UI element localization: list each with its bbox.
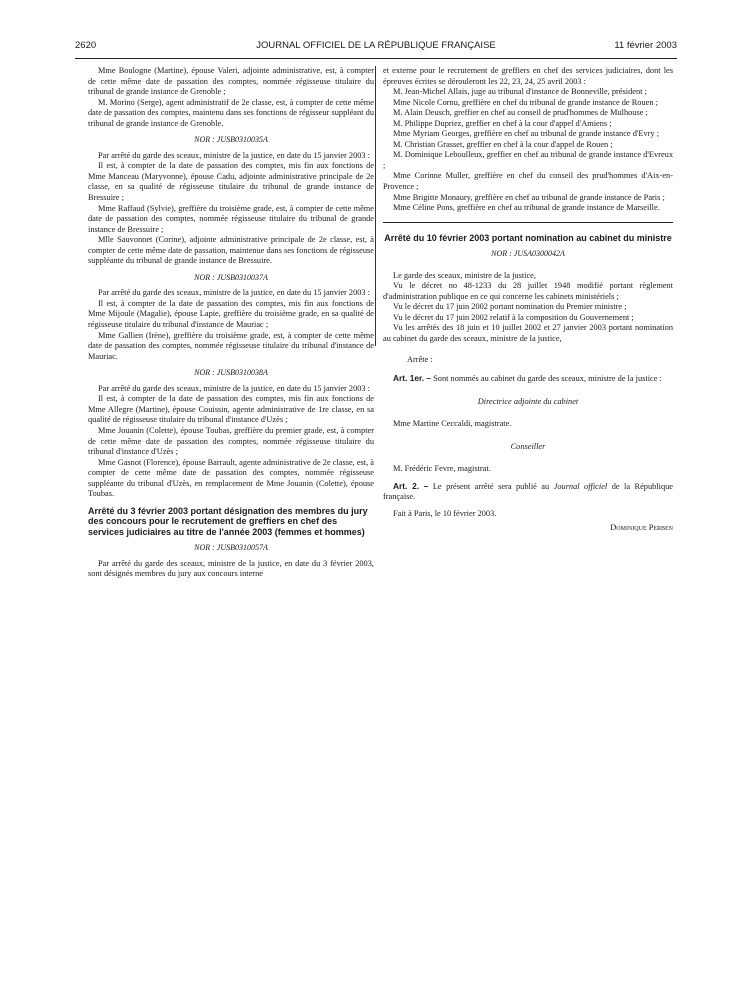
section-rule [383, 222, 673, 223]
issue-date: 11 février 2003 [614, 40, 677, 51]
role-heading: Conseiller [510, 441, 546, 451]
role-heading: Directrice adjointe du cabinet [477, 396, 579, 406]
jury-member: Mme Corinne Muller, greffière en chef du conseil des prud'hommes d'Aix-en-Provence ; [383, 171, 673, 192]
paragraph: Par arrêté du garde des sceaux, ministre de la justice, en date du 15 janvier 2003 : [98, 150, 371, 160]
visa: Vu le décret no 48-1233 du 28 juillet 1948 modifié portant règlement d'administration publique en ce qui concerne les cabinets ministériels ; [383, 281, 673, 301]
arrete-title: Arrêté du 3 février 2003 portant désignation des membres du jury des concours pour le recrutement de greffiers en chef des services judiciaires au titre de l'année 2003 (femmes et hommes) [88, 505, 368, 537]
paragraph: Par arrêté du garde des sceaux, ministre de la justice, en date du 15 janvier 2003 : [98, 383, 371, 393]
paragraph: Par arrêté du garde des sceaux, ministre de la justice, en date du 15 janvier 2003 : [98, 288, 371, 298]
page-number: 2620 [75, 40, 97, 51]
arrete-title: Arrêté du 10 février 2003 portant nomination au cabinet du ministre [384, 232, 672, 243]
left-column [88, 66, 374, 580]
jury-member: Mme Céline Pons, greffière en chef au tribunal de grande instance de Marseille. [393, 203, 660, 213]
right-column [383, 66, 673, 534]
jury-member: M. Jean-Michel Allais, juge au tribunal d'instance de Bonneville, président ; [393, 87, 647, 97]
paragraph: Mme Boulogne (Martine), épouse Valeri, adjointe administrative, est, à compter de cette même date de passation des comptes, nommée régisseuse titulaire du tribunal de grande instance de Grenoble ; [88, 66, 374, 97]
paragraph: Mme Gallien (Irène), greffière du troisième grade, est, à compter de cette même date de passation des comptes, nommée régisseuse titulaire du tribunal d'instance de Mauriac. [88, 330, 374, 361]
jury-member: M. Philippe Dupriez, greffier en chef à la cour d'appel d'Amiens ; [393, 118, 612, 128]
nor-reference: NOR : JUSA0300042A [491, 249, 565, 259]
paragraph: Par arrêté du garde des sceaux, ministre de la justice, en date du 3 février 2003, sont désignés membres du jury aux concours interne [88, 558, 374, 579]
paragraph: Mme Jouanin (Colette), épouse Toubas, greffière du premier grade, est, à compter de cette même date de passation des comptes, nommée régisseuse titulaire du tribunal d'instance d'Uzès ; [88, 425, 374, 457]
jury-member: Mme Myriam Georges, greffière en chef au tribunal de grande instance d'Evry ; [393, 129, 660, 139]
paragraph: Mlle Sauvonnet (Corine), adjointe administrative principale de 2e classe, est, à compter de cette même date de passation, maintenue dans ses fonctions de régisseuse suppléante du tribunal de grande instance de Bressuire. [88, 235, 374, 266]
journal-title: JOURNAL OFFICIEL DE LA RÉPUBLIQUE FRANÇAISE [256, 40, 496, 51]
paragraph: M. Morino (Serge), agent administratif de 2e classe, est, à compter de cette même date de passation des comptes, maintenu dans ses fonctions de régisseur suppléant du tribunal de grande instance de Grenoble. [88, 97, 374, 128]
column-divider [375, 66, 376, 346]
jury-member: Mme Brigitte Monaury, greffière en chef au tribunal de grande instance de Paris ; [393, 192, 665, 202]
page-header [75, 40, 677, 54]
nor-reference: NOR : JUSB0310035A [194, 135, 268, 145]
article-1: Art. 1er. – Sont nommés au cabinet du garde des sceaux, ministre de la justice : [393, 373, 662, 384]
paragraph: Il est, à compter de la date de passation des comptes, mis fin aux fonctions de Mme Mijoule (Magalie), épouse Lapie, greffière du troisième grade, en sa qualité de régisseuse titulaire du tribunal d'instance de Mauriac ; [88, 298, 374, 330]
jury-member: M. Dominique Leboulleux, greffier en chef au tribunal de grande instance d'Evreux ; [383, 150, 673, 170]
jury-member: M. Alain Deusch, greffier en chef au conseil de prud'hommes de Mulhouse ; [393, 108, 648, 118]
nor-reference: NOR : JUSB0310057A [194, 543, 268, 553]
nor-reference: NOR : JUSB0310037A [194, 272, 268, 282]
visa: Vu les arrêtés des 18 juin et 10 juillet 2002 et 27 janvier 2003 portant nomination au cabinet du garde des sceaux, ministre de la justice, [383, 323, 673, 343]
jury-member: Mme Nicole Cornu, greffière en chef du tribunal de grande instance de Rouen ; [393, 97, 658, 107]
arrete-label: Arrête : [407, 354, 433, 364]
visa: Vu le décret du 17 juin 2002 portant nomination du Premier ministre ; [393, 302, 627, 312]
paragraph: Le garde des sceaux, ministre de la justice, [393, 270, 536, 280]
paragraph: Il est, à compter de la date de passation des comptes, mis fin aux fonctions de Mme Manceau (Maryvonne), épouse Cadu, adjointe administrative principale de 2e classe, en sa qualité de régisseuse titulaire du tribunal de grande instance de Bressuire ; [88, 161, 374, 203]
nor-reference: NOR : JUSB0310038A [194, 368, 268, 378]
paragraph: Mme Gasnot (Florence), épouse Barrault, agente administrative de 2e classe, est, à compter de cette même date de passation des comptes, nommée régisseuse suppléante du tribunal d'Uzès, en remplacement de Mme Jouanin (Colette), épouse Toubas. [88, 457, 374, 499]
appointee: M. Frédéric Fevre, magistrat. [393, 464, 491, 474]
signature: Dominique Perben [610, 523, 673, 533]
paragraph: Il est, à compter de la date de passation des comptes, mis fin aux fonctions de Mme Allegre (Martine), épouse Couissin, agente administrative de 1re classe, en sa qualité de régisseuse titulaire du tribunal d'instance d'Uzès ; [88, 394, 374, 425]
jury-member: M. Christian Grasset, greffier en chef à la cour d'appel de Rouen ; [393, 139, 613, 149]
header-rule [75, 58, 677, 59]
appointee: Mme Martine Ceccaldi, magistrate. [393, 419, 512, 429]
paragraph: et externe pour le recrutement de greffiers en chef des services judiciaires, dont les épreuves écrites se dérouleront les 22, 23, 24, 25 avril 2003 : [383, 66, 673, 86]
paragraph: Mme Raffaud (Sylvie), greffière du troisième grade, est, à compter de cette même date de passation des comptes, nommée régisseuse titulaire du tribunal de grande instance de Bressuire ; [88, 203, 374, 234]
article-2: Art. 2. – Le présent arrêté sera publié au Journal officiel de la République française. [383, 480, 673, 502]
visa: Vu le décret du 17 juin 2002 relatif à la composition du Gouvernement ; [393, 312, 634, 322]
place-date: Fait à Paris, le 10 février 2003. [393, 508, 497, 518]
